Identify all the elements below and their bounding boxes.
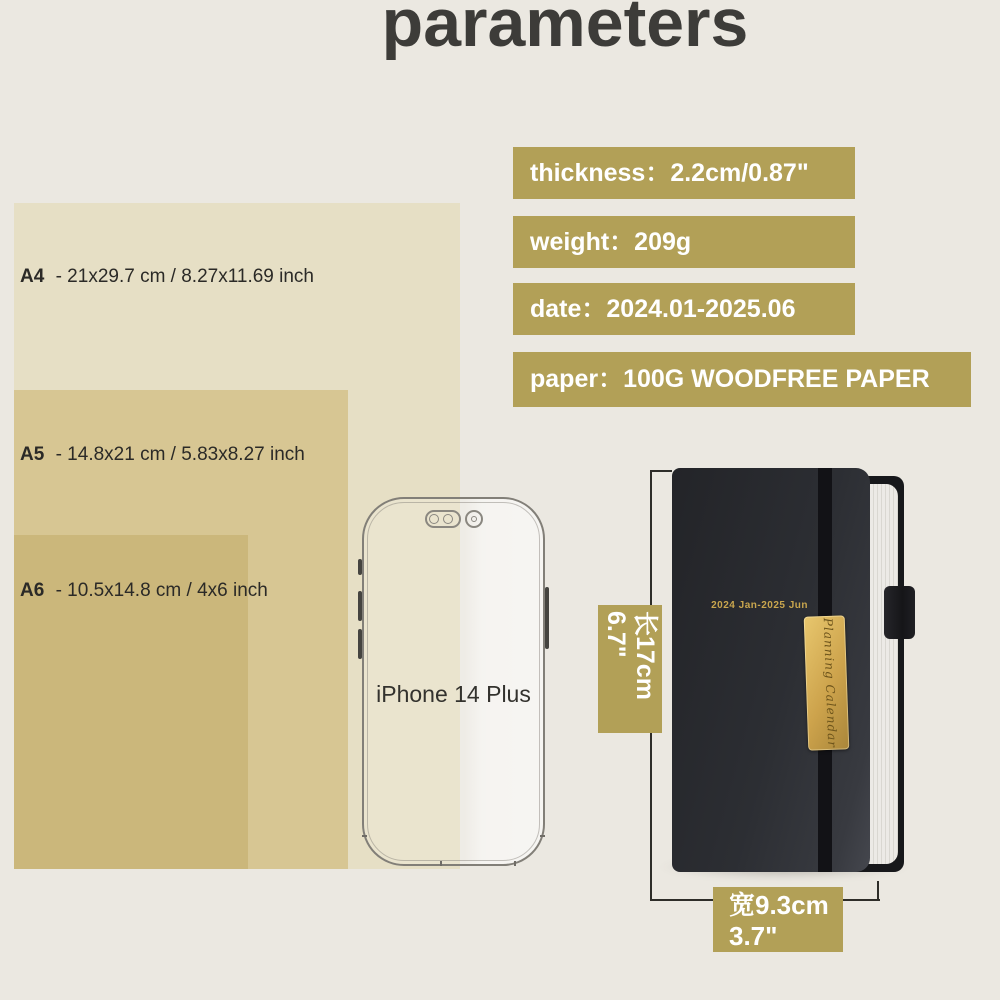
size-code-a4: A4 (20, 266, 45, 287)
spec-badge-thickness: thickness：2.2cm/0.87" (513, 147, 855, 199)
phone-model-label: iPhone 14 Plus (376, 681, 531, 707)
phone-mute-switch (358, 559, 362, 575)
notebook-gold-plate (804, 615, 850, 750)
size-dims-a5: - 14.8x21 cm / 5.83x8.27 inch (55, 444, 305, 465)
camera-pill-icon (425, 510, 461, 528)
gold-plate-engraving: Planning Calendar (820, 617, 839, 749)
size-label-a4 (20, 266, 314, 288)
width-label (713, 887, 843, 952)
width-cm: 宽9.3cm (729, 890, 829, 920)
spec-badge-date: date：2024.01-2025.06 (513, 283, 855, 335)
size-code-a5: A5 (20, 444, 45, 465)
size-label-a6 (20, 580, 268, 602)
phone-outline (362, 497, 545, 866)
height-label-text (598, 605, 662, 733)
size-dims-a6: - 10.5x14.8 cm / 4x6 inch (55, 580, 268, 601)
phone-antenna-mark (440, 861, 442, 866)
phone-antenna-mark (514, 861, 516, 866)
width-inch: 3.7" (729, 921, 778, 951)
size-dims-a4: - 21x29.7 cm / 8.27x11.69 inch (55, 266, 314, 287)
phone-volume-down-button (358, 629, 362, 659)
spec-badge-paper: paper：100G WOODFREE PAPER (513, 352, 971, 407)
spec-badge-weight: weight：209g (513, 216, 855, 268)
page-title: parameters (381, 0, 749, 61)
phone-antenna-mark (362, 835, 367, 837)
height-label (598, 605, 662, 733)
height-inch: 6.7" (602, 611, 630, 658)
camera-ring-icon (465, 510, 483, 528)
camera-lens-icon (471, 516, 477, 522)
notebook-cover-date: 2024 Jan-2025 Jun (711, 600, 808, 611)
size-label-a5 (20, 444, 305, 466)
notebook-pen-loop (884, 586, 915, 639)
height-cm: 长17cm (631, 611, 659, 700)
width-dimension-tick (877, 881, 879, 901)
phone-power-button (545, 587, 549, 649)
height-dimension-tick (650, 470, 672, 472)
phone-antenna-mark (540, 835, 545, 837)
camera-dot-icon (429, 514, 439, 524)
size-code-a6: A6 (20, 580, 45, 601)
camera-dot-icon (443, 514, 453, 524)
phone-volume-up-button (358, 591, 362, 621)
